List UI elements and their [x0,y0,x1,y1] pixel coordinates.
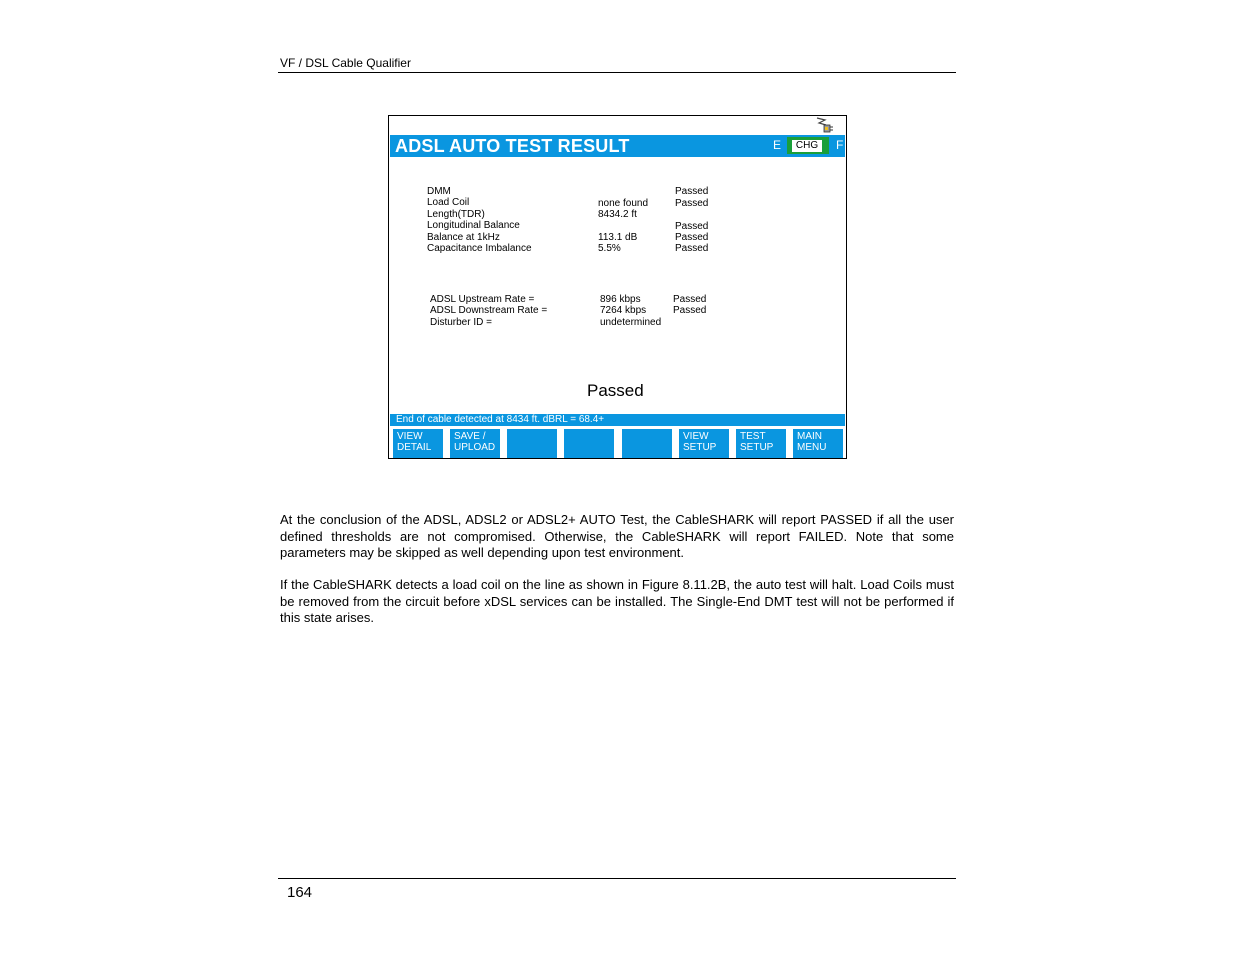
body-paragraph-1: At the conclusion of the ADSL, ADSL2 or ADSL2+ AUTO Test, the CableSHARK will report PASSED if all the user defined thresholds are not compromised. Otherwise, the CableSHARK will report FAILED. Note that some parameters may be skipped as well depending upon test environment. [280,512,954,560]
softkey-label: SETUP [740,442,774,453]
test-setup-button[interactable] [736,429,786,458]
softkey-label: SAVE / [454,431,486,442]
status-bar [390,414,845,426]
main-menu-button[interactable] [793,429,843,458]
softkey-label: VIEW [683,431,709,442]
result-value-balance-1khz: 113.1 dB [598,232,638,243]
screen-title: ADSL AUTO TEST RESULT [395,136,630,156]
result-status-load-coil: Passed [675,198,709,209]
softkey-label: SETUP [683,442,717,453]
result-label-dmm: DMM [427,186,451,197]
screen-title-bar [390,135,845,157]
softkey-3-button[interactable] [507,429,557,458]
rate-value-disturber: undetermined [600,317,662,328]
header-divider [278,72,956,73]
softkey-label: VIEW [397,431,423,442]
result-label-length: Length(TDR) [427,209,485,220]
softkey-label: DETAIL [397,442,432,453]
rate-label-upstream: ADSL Upstream Rate = [430,294,535,305]
battery-full-label: F [836,138,844,152]
softkey-4-button[interactable] [564,429,614,458]
result-value-load-coil: none found [598,198,649,209]
rate-value-upstream: 896 kbps [600,294,641,305]
running-header: VF / DSL Cable Qualifier [280,56,411,70]
result-status-longitudinal-balance: Passed [675,221,709,232]
softkey-label: MENU [797,442,827,453]
view-detail-button[interactable] [393,429,443,458]
rate-status-upstream: Passed [673,294,707,305]
page-number: 164 [287,884,313,901]
result-value-capacitance-imbalance: 5.5% [598,243,621,254]
status-message: End of cable detected at 8434 ft. dBRL = 68.4+ [396,414,605,425]
rate-value-downstream: 7264 kbps [600,305,647,316]
softkey-label: UPLOAD [454,442,496,453]
result-status-dmm: Passed [675,186,709,197]
result-status-balance-1khz: Passed [675,232,709,243]
rate-label-disturber: Disturber ID = [430,317,492,328]
view-setup-button[interactable] [679,429,729,458]
save-upload-button[interactable] [450,429,500,458]
charge-indicator: CHG [792,140,822,152]
softkey-5-button[interactable] [622,429,672,458]
body-paragraph-2: If the CableSHARK detects a load coil on the line as shown in Figure 8.11.2B, the auto test will halt. Load Coils must be removed from the circuit before xDSL services can be installed. The Single-End DMT test will not be performed if this state arises. [280,577,954,625]
battery-empty-label: E [773,138,782,152]
rate-status-downstream: Passed [673,305,707,316]
result-value-length: 8434.2 ft [598,209,637,220]
overall-result: Passed [587,381,644,400]
device-screen [388,115,847,459]
result-label-longitudinal-balance: Longitudinal Balance [427,220,520,231]
rate-label-downstream: ADSL Downstream Rate = [430,305,548,316]
softkey-label: MAIN [797,431,822,442]
result-label-capacitance-imbalance: Capacitance Imbalance [427,243,532,254]
result-label-balance-1khz: Balance at 1kHz [427,232,500,243]
result-status-capacitance-imbalance: Passed [675,243,709,254]
result-label-load-coil: Load Coil [427,197,470,208]
footer-divider [278,878,956,879]
plug-icon [813,116,835,136]
softkey-label: TEST [740,431,766,442]
